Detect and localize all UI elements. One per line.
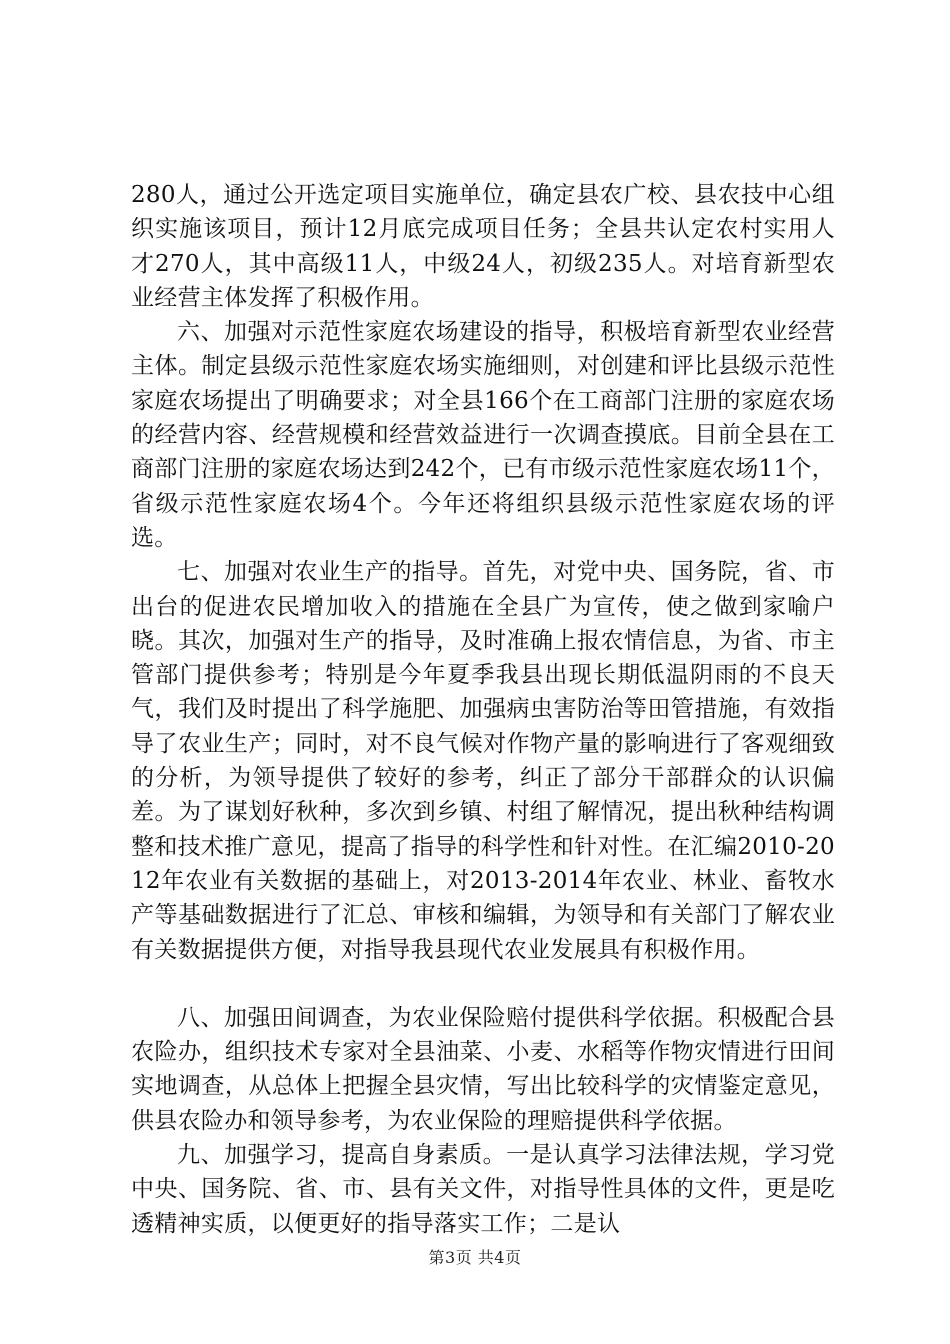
paragraph-section-eight: 八、加强田间调查，为农业保险赔付提供科学依据。积极配合县农险办，组织技术专家对全县油菜、小麦、水稻等作物灾情进行田间实地调查，从总体上把握全县灾情，写出比较科学的灾情鉴定意见，供县农险办和领导参考，为农业保险的理赔提供科学依据。: [131, 1004, 835, 1134]
paragraph-continuation: 280人，通过公开选定项目实施单位，确定县农广校、县农技中心组织实施该项目，预计12月底完成项目任务；全县共认定农村实用人才270人，其中高级11人，中级24人，初级235人。对培育新型农业经营主体发挥了积极作用。: [131, 182, 835, 311]
paragraph-section-seven: 七、加强对农业生产的指导。首先，对党中央、国务院，省、市出台的促进农民增加收入的措施在全县广为宣传，使之做到家喻户晓。其次，加强对生产的指导，及时准确上报农情信息，为省、市主管部门提供参考；特别是今年夏季我县出现长期低温阴雨的不良天气，我们及时提出了科学施肥、加强病虫害防治等田管措施，有效指导了农业生产；同时，对不良气候对作物产量的影响进行了客观细致的分析，为领导提供了较好的参考，纠正了部分干部群众的认识偏差。为了谋划好秋种，多次到乡镇、村组了解情况，提出秋种结构调整和技术推广意见，提高了指导的科学性和针对性。在汇编2010-2012年农业有关数据的基础上，对2013-2014年农业、林业、畜牧水产等基础数据进行了汇总、审核和编辑，为领导和有关部门了解农业有关数据提供方便，对指导我县现代农业发展具有积极作用。: [131, 559, 835, 963]
page-footer: 第3页 共4页: [428, 1248, 522, 1267]
document-body: [131, 178, 835, 1241]
paragraph-section-six: 六、加强对示范性家庭农场建设的指导，积极培育新型农业经营主体。制定县级示范性家庭农场实施细则，对创建和评比县级示范性家庭农场提出了明确要求；对全县166个在工商部门注册的家庭农场的经营内容、经营规模和经营效益进行一次调查摸底。目前全县在工商部门注册的家庭农场达到242个，已有市级示范性家庭农场11个，省级示范性家庭农场4个。今年还将组织县级示范性家庭农场的评选。: [131, 319, 835, 551]
paragraph-section-nine: 九、加强学习，提高自身素质。一是认真学习法律法规，学习党中央、国务院、省、市、县有关文件，对指导性具体的文件，更是吃透精神实质，以便更好的指导落实工作；二是认: [131, 1142, 835, 1237]
